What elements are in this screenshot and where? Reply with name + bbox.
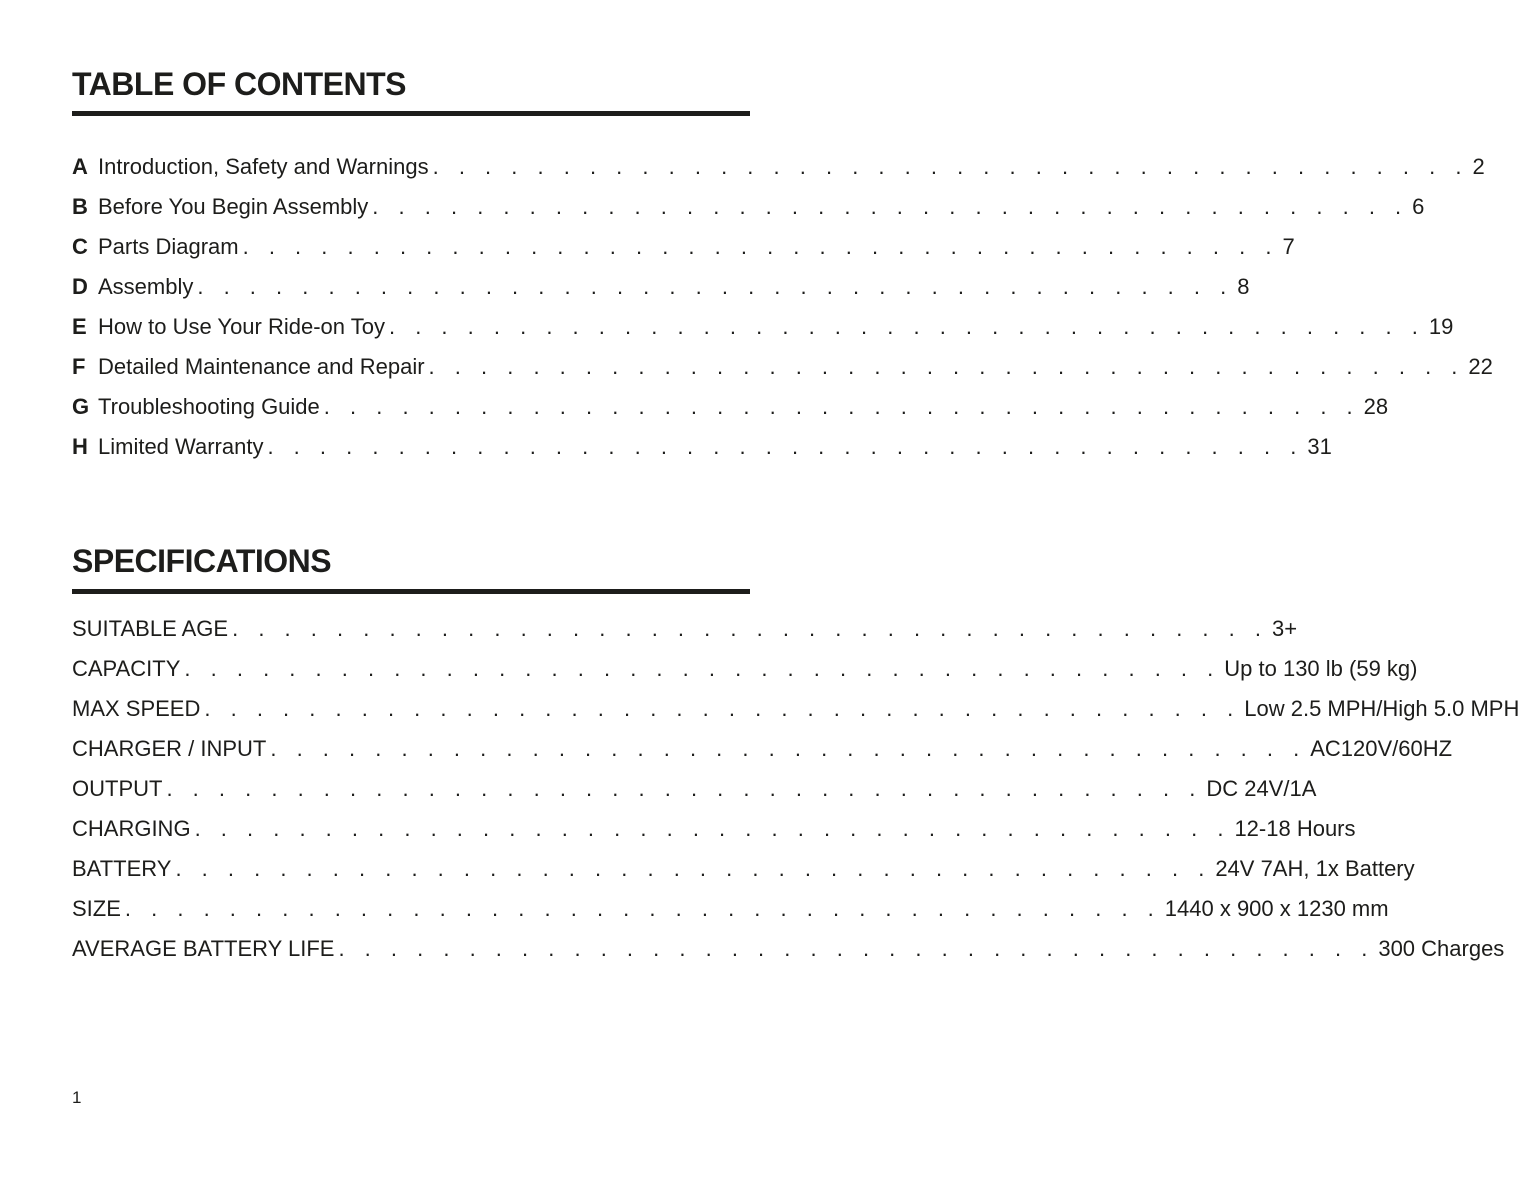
- specs-divider: [72, 589, 750, 594]
- spec-row: [72, 689, 1519, 729]
- page-number: 1: [72, 1088, 82, 1107]
- dot-leader: . . . . . . . . . . . . . . . . . . . . . . . . . . . . . . . . . . . . . . . .: [338, 936, 1375, 961]
- toc-entry-a[interactable]: [72, 147, 1485, 187]
- dot-leader: . . . . . . . . . . . . . . . . . . . . . . . . . . . . . . . . . . . . . . . .: [232, 616, 1268, 641]
- spec-row: [72, 889, 1389, 929]
- toc-heading: TABLE OF CONTENTS: [72, 66, 406, 102]
- toc-letter: A: [72, 154, 88, 179]
- dot-leader: . . . . . . . . . . . . . . . . . . . . . . . . . . . . . . . . . . . . . . . .: [194, 816, 1231, 841]
- toc-page: 31: [1307, 434, 1332, 459]
- dot-leader: . . . . . . . . . . . . . . . . . . . . . . . . . . . . . . . . . . . . . . . .: [323, 394, 1360, 419]
- toc-label: Assembly: [98, 274, 194, 299]
- toc-letter: B: [72, 194, 88, 219]
- dot-leader: . . . . . . . . . . . . . . . . . . . . . . . . . . . . . . . . . . . . . . . .: [124, 896, 1161, 921]
- spec-row: [72, 609, 1298, 649]
- toc-label: Detailed Maintenance and Repair: [98, 354, 425, 379]
- toc-letter: E: [72, 314, 87, 339]
- toc-page: 19: [1428, 314, 1454, 339]
- dot-leader: . . . . . . . . . . . . . . . . . . . . . . . . . . . . . . . . . . . . . . . .: [432, 154, 1469, 179]
- toc-letter: D: [72, 274, 88, 299]
- toc-label: Introduction, Safety and Warnings: [98, 154, 429, 179]
- spec-label: CAPACITY: [72, 656, 181, 681]
- toc-page: 6: [1412, 194, 1425, 219]
- toc-entry-f[interactable]: [72, 347, 1493, 387]
- spec-value: Up to 130 lb (59 kg): [1224, 656, 1418, 681]
- spec-label: SUITABLE AGE: [72, 616, 229, 641]
- spec-label: OUTPUT: [72, 776, 163, 801]
- dot-leader: . . . . . . . . . . . . . . . . . . . . . . . . . . . . . . . . . . . . . . . .: [197, 274, 1234, 299]
- spec-row: [72, 729, 1453, 769]
- toc-entry-c[interactable]: [72, 227, 1295, 267]
- spec-label: CHARGING: [72, 816, 191, 841]
- spec-row: [72, 929, 1505, 969]
- spec-value: 1440 x 900 x 1230 mm: [1164, 896, 1389, 921]
- spec-row: [72, 649, 1418, 689]
- specs-list: [72, 609, 1519, 969]
- toc-entry-d[interactable]: [72, 267, 1250, 307]
- dot-leader: . . . . . . . . . . . . . . . . . . . . . . . . . . . . . . . . . . . . . . . .: [166, 776, 1203, 801]
- spec-value: Low 2.5 MPH/High 5.0 MPH: [1244, 696, 1519, 721]
- spec-value: DC 24V/1A: [1206, 776, 1317, 801]
- spec-label: MAX SPEED: [72, 696, 201, 721]
- dot-leader: . . . . . . . . . . . . . . . . . . . . . . . . . . . . . . . . . . . . . . . .: [242, 234, 1279, 259]
- specs-heading: SPECIFICATIONS: [72, 543, 332, 579]
- toc-letter: G: [72, 394, 90, 419]
- spec-value: 24V 7AH, 1x Battery: [1215, 856, 1415, 881]
- spec-row: [72, 809, 1356, 849]
- toc-page: 2: [1472, 154, 1485, 179]
- spec-label: AVERAGE BATTERY LIFE: [72, 936, 335, 961]
- toc-letter: F: [72, 354, 86, 379]
- toc-entry-g[interactable]: [72, 387, 1389, 427]
- toc-page: 7: [1282, 234, 1295, 259]
- toc-label: Before You Begin Assembly: [98, 194, 369, 219]
- dot-leader: . . . . . . . . . . . . . . . . . . . . . . . . . . . . . . . . . . . . . . . .: [184, 656, 1221, 681]
- dot-leader: . . . . . . . . . . . . . . . . . . . . . . . . . . . . . . . . . . . . . . . .: [388, 314, 1425, 339]
- dot-leader: . . . . . . . . . . . . . . . . . . . . . . . . . . . . . . . . . . . . . . . .: [204, 696, 1241, 721]
- toc-label: How to Use Your Ride-on Toy: [98, 314, 385, 339]
- spec-value: 3+: [1271, 616, 1298, 641]
- dot-leader: . . . . . . . . . . . . . . . . . . . . . . . . . . . . . . . . . . . . . . . .: [428, 354, 1465, 379]
- spec-row: [72, 769, 1317, 809]
- toc-entry-b[interactable]: [72, 187, 1425, 227]
- spec-label: CHARGER / INPUT: [72, 736, 267, 761]
- toc-label: Parts Diagram: [98, 234, 239, 259]
- spec-value: AC120V/60HZ: [1310, 736, 1453, 761]
- toc-list: [72, 147, 1493, 467]
- dot-leader: . . . . . . . . . . . . . . . . . . . . . . . . . . . . . . . . . . . . . . . .: [372, 194, 1409, 219]
- toc-divider: [72, 111, 750, 116]
- toc-letter: C: [72, 234, 88, 259]
- toc-page: 28: [1363, 394, 1389, 419]
- toc-page: 8: [1237, 274, 1250, 299]
- spec-value: 300 Charges: [1378, 936, 1505, 961]
- toc-label: Limited Warranty: [98, 434, 264, 459]
- dot-leader: . . . . . . . . . . . . . . . . . . . . . . . . . . . . . . . . . . . . . . . .: [267, 434, 1304, 459]
- toc-label: Troubleshooting Guide: [98, 394, 320, 419]
- dot-leader: . . . . . . . . . . . . . . . . . . . . . . . . . . . . . . . . . . . . . . . .: [270, 736, 1307, 761]
- spec-row: [72, 849, 1415, 889]
- spec-value: 12-18 Hours: [1234, 816, 1356, 841]
- dot-leader: . . . . . . . . . . . . . . . . . . . . . . . . . . . . . . . . . . . . . . . .: [175, 856, 1212, 881]
- toc-letter: H: [72, 434, 88, 459]
- toc-entry-e[interactable]: [72, 307, 1454, 347]
- toc-page: 22: [1468, 354, 1493, 379]
- spec-label: SIZE: [72, 896, 121, 921]
- spec-label: BATTERY: [72, 856, 172, 881]
- toc-entry-h[interactable]: [72, 427, 1332, 467]
